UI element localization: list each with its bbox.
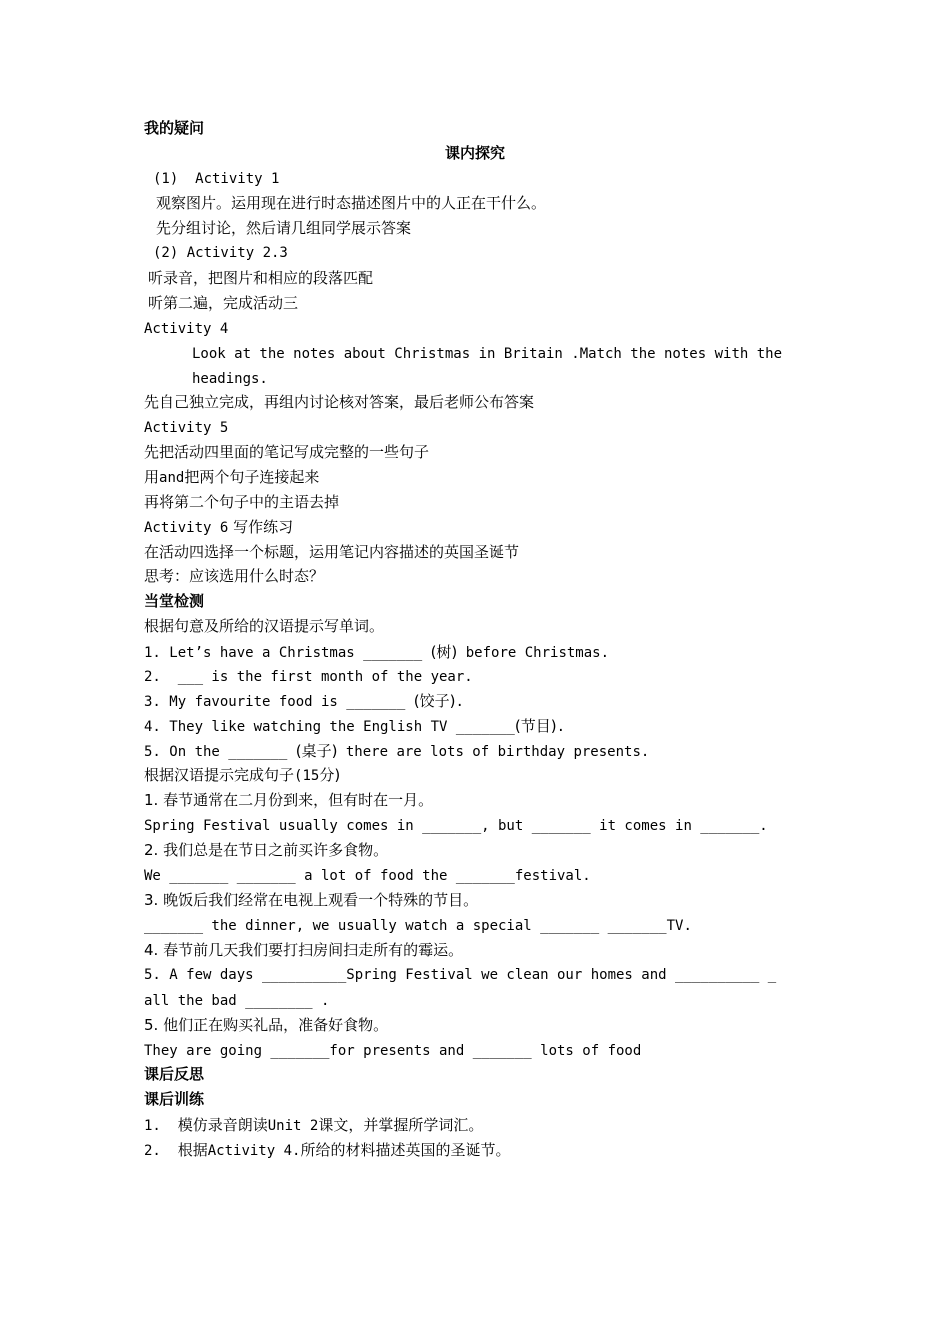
q4-text-end: . (556, 719, 566, 735)
part-2-instruction-text: 根据汉语提示完成句子 (144, 766, 295, 784)
q5-hint: (桌子) (295, 742, 338, 760)
activity-23-line-1: 听录音，把图片和相应的段落匹配 (148, 269, 374, 287)
activity-5-line-2 (144, 467, 319, 488)
activity-6-title-en: Activity 6 (144, 520, 229, 536)
training-2-text-b: 所给的材料描述英国的圣诞节。 (300, 1141, 511, 1159)
activity-1-title: (1) Activity 1 (153, 171, 280, 187)
activity-5-line-2-pre: 用 (144, 468, 160, 486)
part-2-score-unit: 分) (319, 766, 341, 784)
q1-text: 1. Let’s have a Christmas _______ (144, 645, 431, 661)
sentence-3-english: _______ the dinner, we usually watch a special _______ _______TV. (144, 918, 692, 934)
q1-text-end: before Christmas. (457, 645, 610, 661)
activity-4-line-3: 先自己独立完成，再组内讨论核对答案，最后老师公布答案 (144, 393, 535, 411)
test-question-3 (144, 691, 464, 712)
activity-5-line-1: 先把活动四里面的笔记写成完整的一些句子 (144, 443, 430, 461)
training-2-activity: Activity 4. (207, 1143, 301, 1159)
test-question-4 (144, 716, 565, 737)
test-part-1-instruction: 根据句意及所给的汉语提示写单词。 (144, 617, 385, 635)
training-2-text-a: 根据 (177, 1141, 208, 1159)
sentence-3-chinese: 3. 晚饭后我们经常在电视上观看一个特殊的节目。 (144, 891, 479, 909)
training-1-text-a: 模仿录音朗读 (177, 1116, 268, 1134)
sentence-5-english: They are going _______for presents and _______ lots of food (144, 1043, 642, 1059)
q4-hint: (节目) (514, 717, 557, 735)
test-question-5 (144, 741, 649, 762)
sentence-1-chinese: 1. 春节通常在二月份到来，但有时在一月。 (144, 791, 434, 809)
q3-hint: (饺子) (413, 692, 456, 710)
activity-6-line-1: 在活动四选择一个标题，运用笔记内容描述的英国圣诞节 (144, 543, 520, 561)
activity-4-line-2: headings. (192, 371, 268, 387)
activity-5-line-2-post: 把两个句子连接起来 (184, 468, 320, 486)
q1-hint: (树) (430, 643, 458, 661)
training-1-text-b: 课文，并掌握所学词汇。 (318, 1116, 484, 1134)
activity-6-title (144, 517, 293, 538)
part-2-score: (15 (294, 768, 320, 784)
activity-4-line-1: Look at the notes about Christmas in Britain .Match the notes with the (192, 346, 783, 362)
heading-class-test: 当堂检测 (144, 592, 205, 610)
activity-5-title: Activity 5 (144, 420, 229, 436)
q3-text: 3. My favourite food is _______ (144, 694, 414, 710)
activity-23-line-2: 听第二遍，完成活动三 (148, 294, 299, 312)
activity-23-title: (2) Activity 2.3 (153, 245, 288, 261)
q4-text: 4. They like watching the English TV _______ (144, 719, 515, 735)
q5-text: 5. On the _______ (144, 744, 296, 760)
q5-text-end: there are lots of birthday presents. (337, 744, 650, 760)
heading-after-training: 课后训练 (144, 1090, 205, 1108)
sentence-1-english: Spring Festival usually comes in _______, but _______ it comes in _______. (144, 818, 768, 834)
training-1-unit: Unit 2 (267, 1118, 319, 1134)
heading-my-questions: 我的疑问 (144, 119, 205, 137)
training-1-number: 1. (144, 1118, 178, 1134)
sentence-4-english-line-2: all the bad ________ . (144, 993, 330, 1009)
sentence-2-english: We _______ _______ a lot of food the _______festival. (144, 868, 591, 884)
activity-5-line-2-and: and (159, 470, 185, 486)
test-part-2-instruction (144, 765, 340, 786)
heading-after-reflection: 课后反思 (144, 1065, 205, 1083)
training-2-number: 2. (144, 1143, 178, 1159)
activity-4-title: Activity 4 (144, 321, 229, 337)
sentence-2-chinese: 2. 我们总是在节日之前买许多食物。 (144, 841, 389, 859)
sentence-4-chinese: 4. 春节前几天我们要打扫房间扫走所有的霉运。 (144, 941, 464, 959)
test-question-2: 2. ___ is the first month of the year. (144, 669, 473, 685)
activity-6-line-2: 思考：应该选用什么时态？ (144, 567, 325, 585)
training-item-1 (144, 1115, 483, 1136)
q3-text-end: . (455, 694, 464, 710)
activity-6-title-cn: 写作练习 (233, 518, 294, 536)
activity-5-line-3: 再将第二个句子中的主语去掉 (144, 493, 340, 511)
activity-1-line-1: 观察图片。运用现在进行时态描述图片中的人正在干什么。 (156, 194, 547, 212)
training-item-2 (144, 1140, 510, 1161)
activity-1-line-2: 先分组讨论，然后请几组同学展示答案 (156, 219, 412, 237)
test-question-1 (144, 642, 609, 663)
heading-inclass-explore: 课内探究 (444, 144, 505, 162)
sentence-5-chinese: 5. 他们正在购买礼品，准备好食物。 (144, 1016, 389, 1034)
sentence-4-english-line-1: 5. A few days __________Spring Festival we clean our homes and __________ _ (144, 967, 777, 983)
